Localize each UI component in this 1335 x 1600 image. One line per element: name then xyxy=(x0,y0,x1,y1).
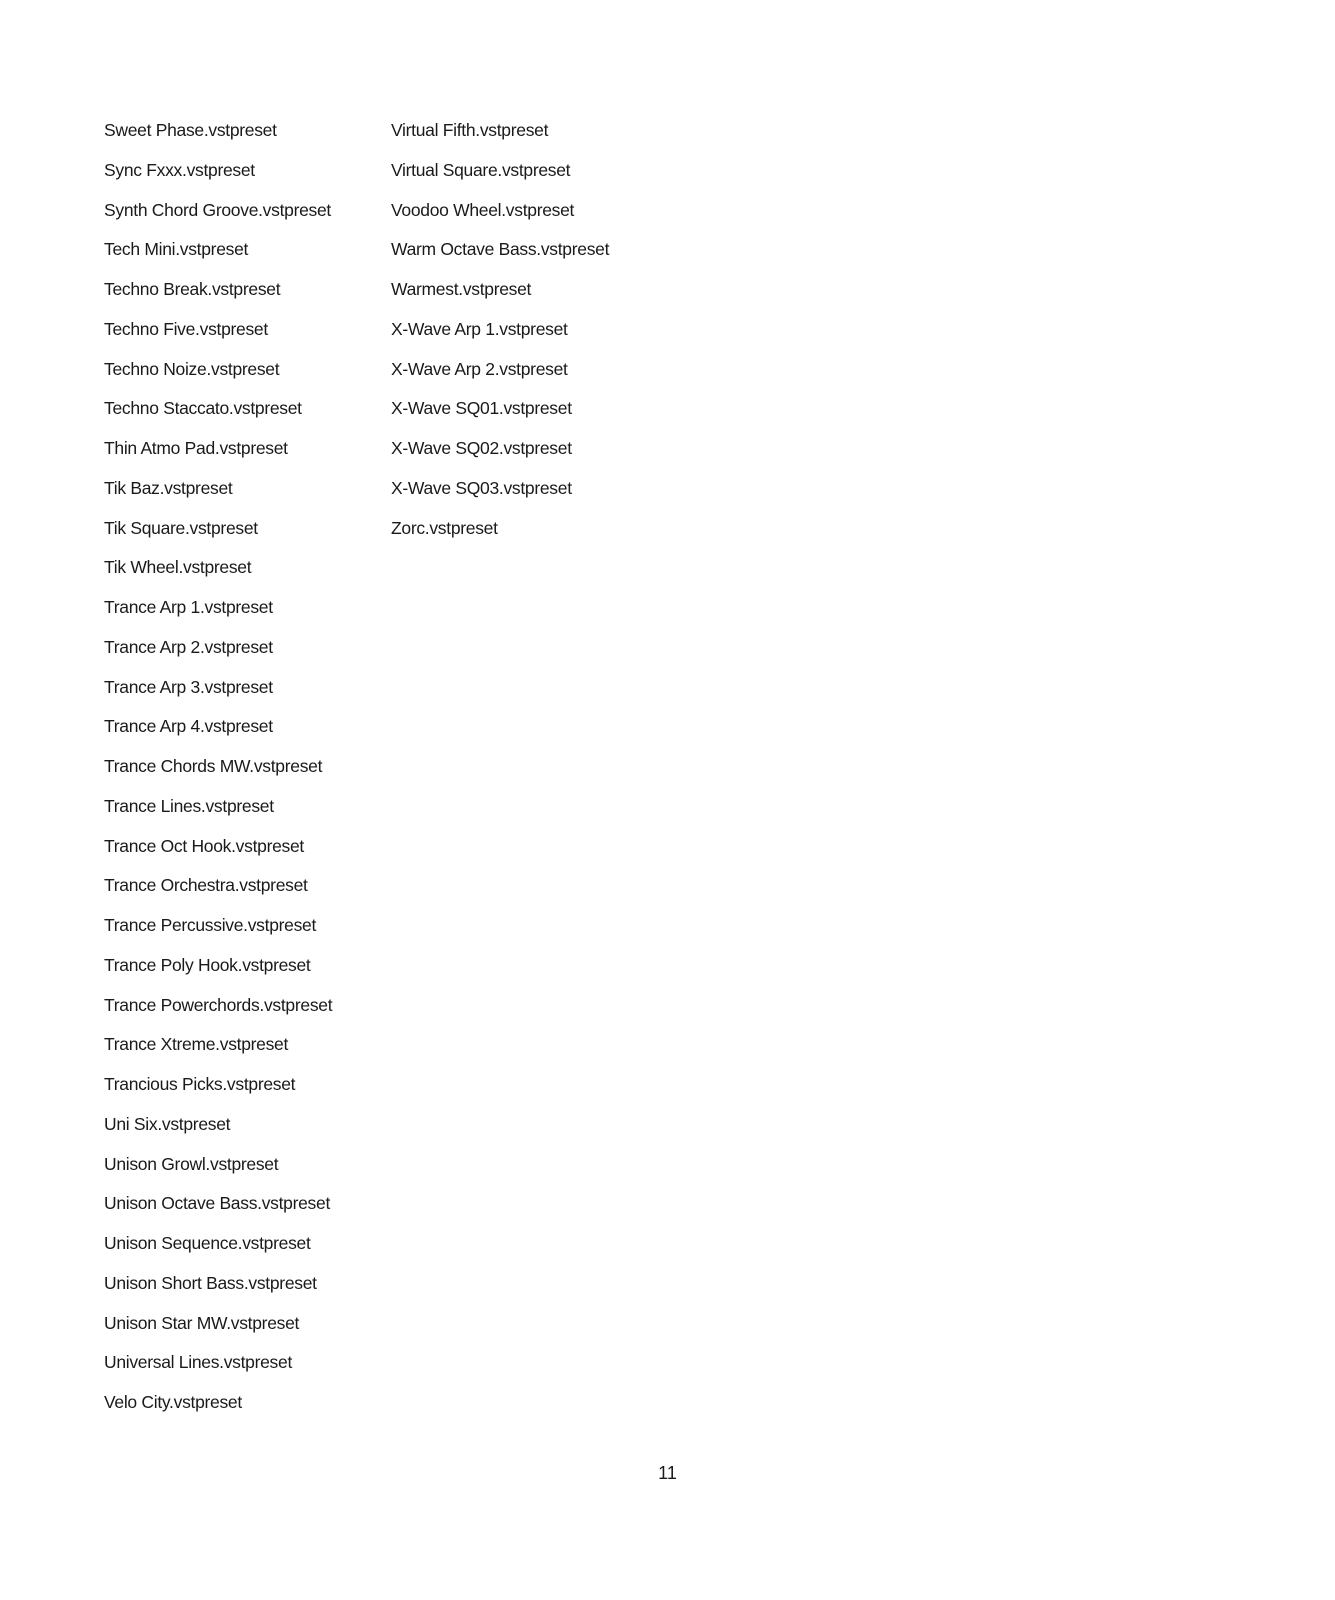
preset-file-item: Tik Wheel.vstpreset xyxy=(104,557,252,578)
preset-file-item: Synth Chord Groove.vstpreset xyxy=(104,199,331,220)
preset-list-column-1 xyxy=(104,120,332,1432)
preset-file-item: Universal Lines.vstpreset xyxy=(104,1352,292,1373)
preset-file-item: Virtual Square.vstpreset xyxy=(391,159,571,180)
preset-file-item: Warmest.vstpreset xyxy=(391,279,532,299)
preset-file-item: Trancious Picks.vstpreset xyxy=(104,1074,296,1094)
page-number: 11 xyxy=(658,1463,677,1483)
preset-file-item: Trance Percussive.vstpreset xyxy=(104,915,317,935)
preset-file-item: Virtual Fifth.vstpreset xyxy=(391,120,549,140)
preset-file-item: Velo City.vstpreset xyxy=(104,1392,242,1412)
preset-file-item: Zorc.vstpreset xyxy=(391,517,498,538)
preset-file-item: Unison Short Bass.vstpreset xyxy=(104,1272,317,1293)
preset-file-item: Techno Staccato.vstpreset xyxy=(104,398,302,419)
preset-file-item: Unison Sequence.vstpreset xyxy=(104,1233,311,1253)
preset-list-column-2 xyxy=(391,120,609,557)
preset-file-item: Unison Growl.vstpreset xyxy=(104,1153,279,1174)
preset-file-item: X-Wave SQ01.vstpreset xyxy=(391,398,572,419)
preset-file-item: Trance Powerchords.vstpreset xyxy=(104,994,333,1015)
preset-file-item: X-Wave SQ02.vstpreset xyxy=(391,438,572,458)
preset-file-item: Trance Poly Hook.vstpreset xyxy=(104,954,311,975)
preset-file-item: Trance Arp 2.vstpreset xyxy=(104,636,273,657)
preset-file-item: X-Wave SQ03.vstpreset xyxy=(391,477,572,498)
preset-file-item: Trance Arp 1.vstpreset xyxy=(104,597,273,617)
preset-file-item: Sweet Phase.vstpreset xyxy=(104,120,277,140)
preset-file-item: Uni Six.vstpreset xyxy=(104,1113,231,1134)
preset-file-item: Voodoo Wheel.vstpreset xyxy=(391,199,575,220)
preset-file-item: Sync Fxxx.vstpreset xyxy=(104,159,255,180)
preset-file-item: Trance Lines.vstpreset xyxy=(104,795,274,816)
preset-file-item: Techno Five.vstpreset xyxy=(104,318,268,339)
preset-file-item: Unison Octave Bass.vstpreset xyxy=(104,1193,331,1214)
preset-file-item: Trance Oct Hook.vstpreset xyxy=(104,835,304,856)
preset-file-item: Trance Xtreme.vstpreset xyxy=(104,1034,289,1055)
preset-file-item: X-Wave Arp 1.vstpreset xyxy=(391,318,568,339)
preset-file-item: Warm Octave Bass.vstpreset xyxy=(391,239,610,260)
preset-file-item: Trance Chords MW.vstpreset xyxy=(104,756,323,776)
preset-file-item: Tech Mini.vstpreset xyxy=(104,239,249,260)
preset-file-item: Tik Baz.vstpreset xyxy=(104,477,233,498)
preset-file-item: Thin Atmo Pad.vstpreset xyxy=(104,438,288,458)
preset-file-item: Tik Square.vstpreset xyxy=(104,517,258,538)
preset-file-item: Techno Noize.vstpreset xyxy=(104,358,280,379)
preset-file-item: X-Wave Arp 2.vstpreset xyxy=(391,358,568,379)
preset-file-item: Trance Orchestra.vstpreset xyxy=(104,875,308,896)
preset-file-item: Techno Break.vstpreset xyxy=(104,279,281,299)
preset-file-item: Trance Arp 4.vstpreset xyxy=(104,716,273,737)
preset-file-item: Unison Star MW.vstpreset xyxy=(104,1312,300,1333)
preset-file-item: Trance Arp 3.vstpreset xyxy=(104,676,273,697)
